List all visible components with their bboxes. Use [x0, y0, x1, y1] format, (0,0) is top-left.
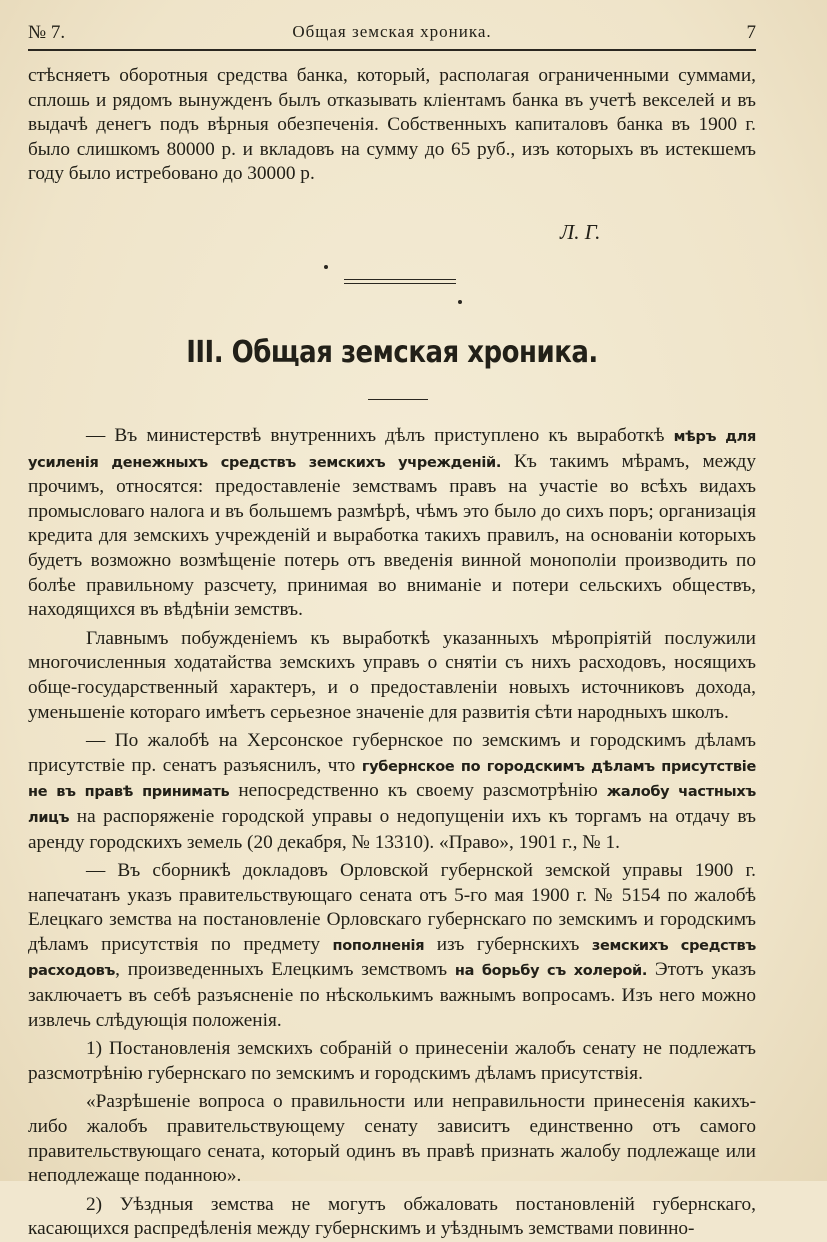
continued-article	[28, 64, 756, 187]
paragraph-text: Этотъ указъ заключаетъ въ себѣ разъясненіе по нѣсколькимъ важнымъ вопросамъ. Изъ него можно извлечь слѣдующія положенія.	[28, 959, 756, 1031]
running-head	[28, 22, 756, 48]
paragraph-text: 1) Постановленія земскихъ собраній о принесеніи жалобъ сенату не подлежатъ разсмотрѣнію губернскаго по земскимъ и городскимъ дѣламъ присутствія.	[28, 1038, 756, 1084]
chronicle-paragraph	[28, 859, 756, 1033]
issue-number: № 7.	[28, 22, 66, 43]
emphasis-text: губернское по городскимъ дѣламъ присутствіе не въ правѣ принимать	[28, 758, 756, 801]
paragraph-text: изъ губернскихъ	[424, 933, 592, 955]
paragraph-text: «Разрѣшеніе вопроса о правильности или неправильности принесенія какихъ-либо жалобъ правительствующему сенату зависитъ единственно отъ самого правительствующаго сената, который одинъ въ правѣ признать жалобу подлежаще или неподлежаще поданною».	[28, 1091, 756, 1187]
separator-rule	[344, 283, 456, 284]
ornament-dot	[458, 300, 462, 304]
section-title: III. Общая земская хроника.	[186, 335, 598, 371]
chronicle-paragraph	[28, 627, 756, 725]
chronicle-paragraph	[28, 1037, 756, 1086]
separator-rule	[344, 279, 456, 280]
ornament-dot	[324, 265, 328, 269]
paragraph-text: на распоряженіе городской управы о недопущеніи ихъ къ торгамъ на отдачу въ аренду городскихъ земель (20 декабря, № 13310). «Право», 1901 г., № 1.	[28, 805, 756, 853]
chronicle-paragraph	[28, 1193, 756, 1242]
chronicle-body	[28, 424, 756, 1242]
emphasis-text: на борьбу съ холерой.	[454, 963, 648, 980]
page-number: 7	[746, 22, 756, 43]
chronicle-paragraph	[28, 729, 756, 855]
chronicle-paragraph	[28, 1090, 756, 1188]
emphasis-text: жалобу частныхъ лицъ	[28, 784, 756, 826]
paragraph-text: 2) Уѣздныя земства не могутъ обжаловать постановленій губернскаго, касающихся распредѣленія между губернскимъ и уѣзднымъ земствами повинно-	[28, 1193, 756, 1240]
paragraph-text: — Въ министерствѣ внутреннихъ дѣлъ приступлено къ выработкѣ	[86, 425, 674, 446]
paragraph-text: — Въ сборникѣ докладовъ Орловской губернской земской управы 1900 г. напечатанъ указъ правительствующаго сената отъ 5-го мая 1900 г. № 5154 по жалобѣ Елецкаго земства на постановленіе Орловскаго губернскаго по земскимъ и городскимъ дѣламъ присутствія по предмету	[28, 860, 756, 955]
author-signature: Л. Г.	[560, 220, 601, 244]
paragraph-text: , произведенныхъ Елецкимъ земствомъ	[115, 959, 455, 981]
running-head-title: Общая земская хроника.	[292, 22, 492, 41]
emphasis-text: земскихъ средствъ расходовъ	[28, 937, 756, 980]
header-rule	[28, 49, 756, 51]
chronicle-paragraph	[28, 424, 756, 623]
top-paragraph: стѣсняетъ оборотныя средства банка, который, располагая ограниченными суммами, сплошь и рядомъ вынужденъ былъ отказывать кліентамъ банка въ учетѣ векселей и въ выдачѣ денегъ подъ вѣрныя обезпеченія. Собственныхъ капиталовъ банка въ 1900 г. было слишкомъ 80000 р. и вкладовъ на сумму до 65 руб., изъ которыхъ въ истекшемъ году было истребовано до 30000 р.	[28, 65, 756, 185]
paragraph-text: Къ такимъ мѣрамъ, между прочимъ, относятся: предоставленіе земствамъ правъ на участіе во всѣхъ видахъ промысловаго налога и въ большемъ размѣрѣ, чѣмъ это было до сихъ поръ; организація кредита для земскихъ учрежденій и выработка такихъ правилъ, на основаніи которыхъ будетъ возможно возмѣщеніе потерь отъ введенія винной монополіи производить по болѣе правильному разсчету, принимая во вниманіе и потери сельскихъ обществъ, находящихся въ вѣдѣніи земствъ.	[28, 450, 756, 621]
paragraph-text: непосредственно къ своему разсмотрѣнію	[229, 780, 607, 802]
title-underline	[368, 399, 428, 400]
paragraph-text: Главнымъ побужденіемъ къ выработкѣ указанныхъ мѣропріятій послужили многочисленныя ходатайства земскихъ управъ о снятіи съ нихъ расходовъ, носящихъ обще-государственный характеръ, и о предоставленіи новыхъ источниковъ дохода, уменьшеніе котораго имѣетъ серьезное значеніе для развитія сѣти народныхъ школъ.	[28, 627, 756, 723]
emphasis-text: пополненія	[332, 937, 425, 954]
paragraph-text: — По жалобѣ на Херсонское губернское по земскимъ и городскимъ дѣламъ присутствіе пр. сенатъ разъяснилъ, что	[28, 730, 756, 776]
emphasis-text: мѣръ для усиленія денежныхъ средствъ земскихъ учрежденій.	[28, 429, 756, 471]
